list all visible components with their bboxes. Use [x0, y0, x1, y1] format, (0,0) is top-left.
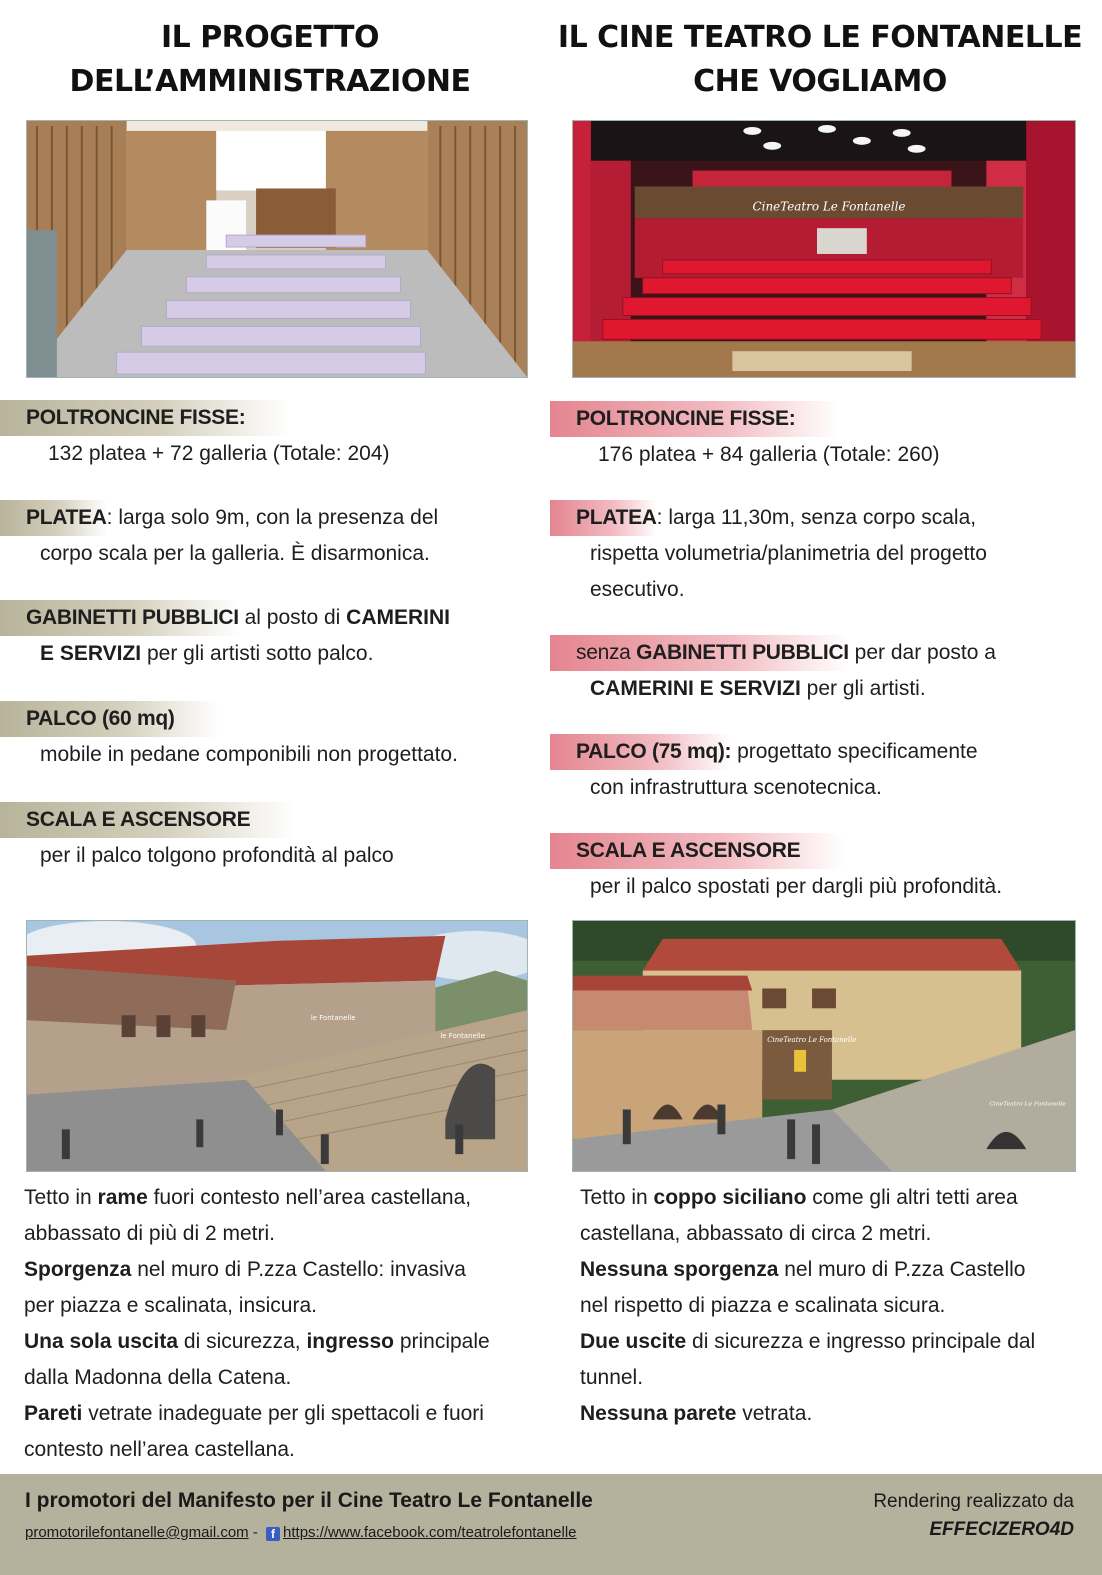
right-seats-text: 176 platea + 84 galleria (Totale: 260): [598, 443, 940, 466]
right-feature-stage: [550, 734, 1090, 806]
left-feature-stage: [0, 701, 540, 773]
footer-links: [25, 1524, 577, 1541]
left-toilets-text-1: al posto di: [238, 606, 347, 629]
left-stage-text: mobile in pedane componibili non progettato.: [40, 743, 458, 766]
right-feature-toilets: [550, 635, 1090, 707]
right-toilets-text-1: per dar posto a: [848, 641, 996, 664]
left-platea-label: PLATEA: [0, 500, 107, 536]
left-seats-label: POLTRONCINE FISSE:: [0, 400, 289, 436]
left-stage-label: PALCO (60 mq): [0, 701, 219, 737]
left-desc-line-5: Una sola uscita di sicurezza, ingresso principale: [24, 1330, 490, 1353]
right-platea-text-2: rispetta volumetria/planimetria del progetto: [590, 542, 987, 565]
footer-title: I promotori del Manifesto per il Cine Teatro Le Fontanelle: [25, 1489, 593, 1512]
left-desc-line-2: abbassato di più di 2 metri.: [24, 1222, 275, 1245]
left-desc-line-8: contesto nell’area castellana.: [24, 1438, 295, 1461]
left-description: [24, 1180, 544, 1468]
facebook-link[interactable]: https://www.facebook.com/teatrolefontanelle: [283, 1524, 577, 1541]
left-platea-text-1: : larga solo 9m, con la presenza del: [106, 506, 439, 529]
right-platea-text-1: : larga 11,30m, senza corpo scala,: [656, 506, 977, 529]
left-feature-platea: [0, 500, 540, 572]
right-balcony-sign: CineTeatro Le Fontanelle: [752, 199, 906, 214]
left-desc-line-4: per piazza e scalinata, insicura.: [24, 1294, 317, 1317]
left-heading-line-2: DELL’AMMINISTRAZIONE: [69, 64, 471, 99]
right-feature-seats: [550, 401, 1090, 473]
footer-separator: -: [248, 1524, 263, 1541]
left-desc-line-3: Sporgenza nel muro di P.zza Castello: invasiva: [24, 1258, 466, 1281]
email-link[interactable]: promotorilefontanelle@gmail.com: [25, 1524, 249, 1541]
left-feature-toilets: [0, 600, 540, 672]
left-exterior-render: [26, 920, 528, 1172]
left-lift-text: per il palco tolgono profondità al palco: [40, 844, 394, 867]
left-desc-line-6: dalla Madonna della Catena.: [24, 1366, 292, 1389]
right-desc-line-2: castellana, abbassato di circa 2 metri.: [580, 1222, 932, 1245]
left-toilets-bold: CAMERINI: [346, 606, 451, 629]
right-lift-text: per il palco spostati per dargli più profondità.: [590, 875, 1003, 898]
right-feature-platea: [550, 500, 1090, 608]
right-desc-line-5: Due uscite di sicurezza e ingresso principale dal: [580, 1330, 1036, 1353]
right-heading-line-1: IL CINE TEATRO LE FONTANELLE: [557, 20, 1083, 55]
left-feature-lift: [0, 802, 540, 874]
left-platea-text-2: corpo scala per la galleria. È disarmonica.: [40, 542, 430, 565]
left-exterior-sign-1: le Fontanelle: [310, 1014, 356, 1023]
left-seats-text: 132 platea + 72 galleria (Totale: 204): [48, 442, 390, 465]
credit-line: Rendering realizzato da: [873, 1491, 1074, 1512]
right-exterior-sign-1: CineTeatro Le Fontanelle: [767, 1036, 857, 1045]
right-desc-line-6: tunnel.: [580, 1366, 644, 1389]
facebook-icon[interactable]: f: [266, 1527, 280, 1541]
right-lift-label: SCALA E ASCENSORE: [550, 833, 844, 869]
right-desc-line-1: Tetto in coppo siciliano come gli altri tetti area: [580, 1186, 1018, 1209]
left-desc-line-7: Pareti vetrate inadeguate per gli spettacoli e fuori: [24, 1402, 484, 1425]
right-platea-text-3: esecutivo.: [590, 578, 685, 601]
right-exterior-sign-2: CineTeatro Le Fontanelle: [989, 1100, 1066, 1108]
footer: [0, 1474, 1102, 1575]
right-heading: [550, 16, 1090, 104]
left-toilets-text-2: E SERVIZI per gli artisti sotto palco.: [40, 642, 374, 665]
right-stage-text-1: progettato specificamente: [731, 740, 978, 763]
left-heading-line-1: IL PROGETTO: [160, 20, 380, 55]
left-exterior-sign-2: le Fontanelle: [440, 1032, 485, 1041]
footer-credit: [873, 1488, 1074, 1544]
right-seats-label: POLTRONCINE FISSE:: [550, 401, 839, 437]
right-description: [580, 1180, 1100, 1432]
right-desc-line-4: nel rispetto di piazza e scalinata sicura.: [580, 1294, 946, 1317]
left-feature-seats: [0, 400, 540, 472]
right-interior-render: [572, 120, 1076, 378]
right-exterior-render: [572, 920, 1076, 1172]
right-feature-lift: [550, 833, 1090, 905]
credit-studio: EFFECIZERO4D: [929, 1519, 1074, 1540]
right-platea-label: PLATEA: [550, 500, 657, 536]
right-stage-text-2: con infrastruttura scenotecnica.: [590, 776, 882, 799]
right-toilets-label: senza GABINETTI PUBBLICI: [550, 635, 849, 671]
right-heading-line-2: CHE VOGLIAMO: [693, 64, 947, 99]
left-desc-line-1: Tetto in rame fuori contesto nell’area castellana,: [24, 1186, 472, 1209]
left-heading: [0, 16, 540, 104]
left-interior-render: [26, 120, 528, 378]
right-desc-line-7: Nessuna parete vetrata.: [580, 1402, 813, 1425]
left-lift-label: SCALA E ASCENSORE: [0, 802, 294, 838]
right-desc-line-3: Nessuna sporgenza nel muro di P.zza Castello: [580, 1258, 1026, 1281]
right-stage-label: PALCO (75 mq):: [550, 734, 731, 770]
left-toilets-label: GABINETTI PUBBLICI: [0, 600, 239, 636]
right-toilets-text-2: CAMERINI E SERVIZI per gli artisti.: [590, 677, 926, 700]
